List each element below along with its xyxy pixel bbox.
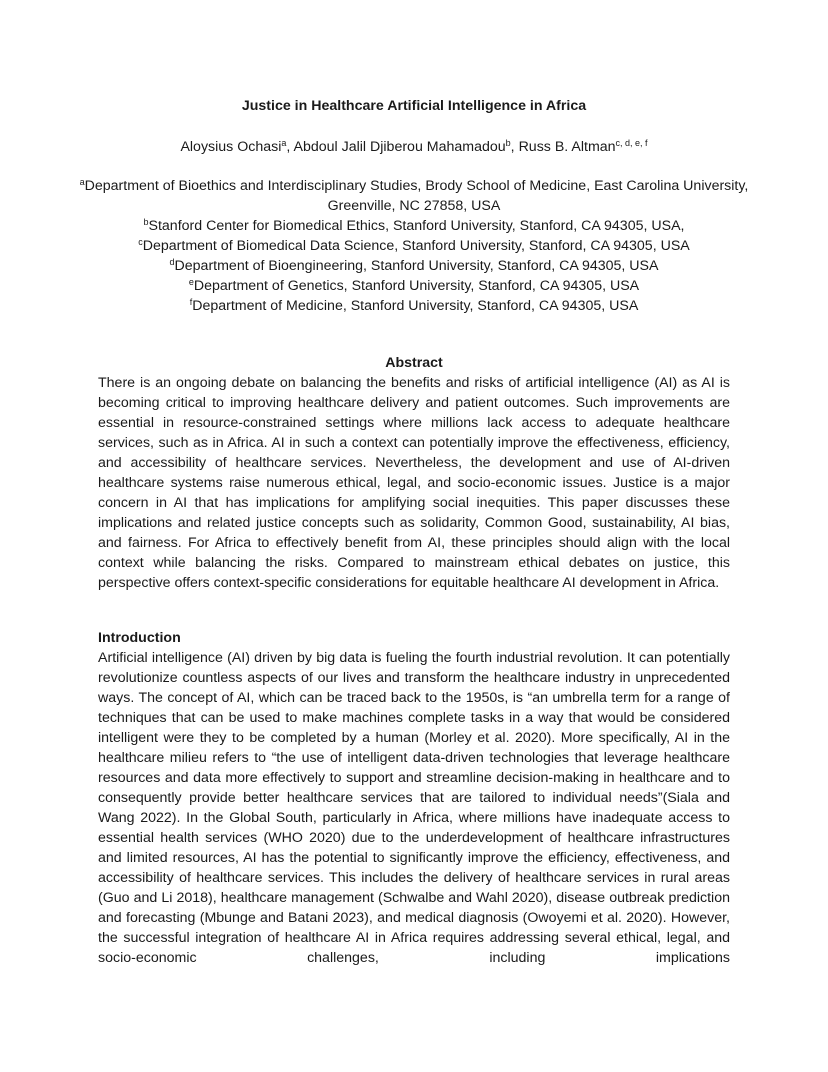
author-affiliation-marker: b [505, 138, 511, 148]
affiliation-marker: a [79, 177, 85, 187]
author-affiliation-marker: c, d, e, f [615, 138, 648, 148]
author: Abdoul Jalil Djiberou Mahamadou$^b$, [293, 138, 519, 155]
affiliation-marker: e [188, 277, 194, 287]
abstract-heading: Abstract [385, 355, 443, 371]
affiliation-list [60, 176, 768, 316]
affiliation: $^b$Stanford Center for Biomedical Ethics, Stanford University, Stanford, CA 94305, USA, [143, 217, 685, 234]
affiliation-marker: c [138, 237, 143, 247]
affiliation: $^e$Department of Genetics, Stanford University, Stanford, CA 94305, USA [188, 277, 640, 294]
affiliation: $^f$Department of Medicine, Stanford University, Stanford, CA 94305, USA [189, 297, 639, 314]
author: Aloysius Ochasi$^a$, [180, 138, 294, 155]
paper-title: Justice in Healthcare Artificial Intelligence in Africa [241, 98, 587, 114]
affiliation-marker: d [169, 257, 175, 267]
introduction-text: Artificial intelligence (AI) driven by big data is fueling the fourth industrial revolution. It can potentially revolutionize countless aspects of our lives and transform the healthcare industry in unprecedented ways. The concept of AI, which can be traced back to the 1950s, is “an umbrella term for a range of techniques that can be used to make machines complete tasks in a way that would be considered intelligent were they to be completed by a human (Morley et al. 2020). More specifically, AI in the healthcare milieu refers to “the use of intelligent data-driven technologies that leverage healthcare resources and data more effectively to support and streamline decision-making in healthcare and to consequently provide better healthcare services that are tailored to individual needs”(Siala and Wang 2022). In the Global South, particularly in Africa, where millions have inadequate access to essential health services (WHO 2020) due to the underdevelopment of healthcare infrastructures and limited resources, AI has the potential to significantly improve the efficiency, effectiveness, and accessibility of healthcare services. This includes the delivery of healthcare services in rural areas (Guo and Li 2018), healthcare management (Schwalbe and Wahl 2020), disease outbreak prediction and forecasting (Mbunge and Batani 2023), and medical diagnosis (Owoyemi et al. 2020). However, the successful integration of healthcare AI in Africa requires addressing several ethical, legal, and socio-economic challenges, including implications [98, 650, 730, 966]
introduction-heading: Introduction [98, 630, 181, 646]
affiliation-marker: f [189, 297, 193, 307]
affiliation: $^c$Department of Biomedical Data Science, Stanford University, Stanford, CA 94305, USA [138, 237, 690, 254]
abstract-text: There is an ongoing debate on balancing the benefits and risks of artificial intelligence (AI) as AI is becoming critical to improving healthcare delivery and patient outcomes. Such improvements are essential in resource-constrained settings where millions lack access to adequate healthcare services, such as in Africa. AI in such a context can potentially improve the effectiveness, efficiency, and accessibility of healthcare services. Nevertheless, the development and use of AI-driven healthcare systems raise numerous ethical, legal, and socio-economic issues. Justice is a major concern in AI that has implications for amplifying social inequities. This paper discusses these implications and related justice concepts such as solidarity, Common Good, sustainability, AI bias, and fairness. For Africa to effectively benefit from AI, these principles should align with the local context while balancing the risks. Compared to mainstream ethical debates on justice, this perspective offers context-specific considerations for equitable healthcare AI development in Africa. [98, 375, 730, 591]
author-list [0, 137, 828, 157]
author: Russ B. Altman$^{c, d, e, f}$ [518, 138, 648, 155]
author-affiliation-marker: a [281, 138, 287, 148]
affiliation: $^d$Department of Bioengineering, Stanford University, Stanford, CA 94305, USA [169, 257, 659, 274]
affiliation: $^a$Department of Bioethics and Interdisciplinary Studies, Brody School of Medicine, East Carolina University, Greenville, NC 27858, USA [79, 177, 749, 214]
affiliation-marker: b [143, 217, 149, 227]
